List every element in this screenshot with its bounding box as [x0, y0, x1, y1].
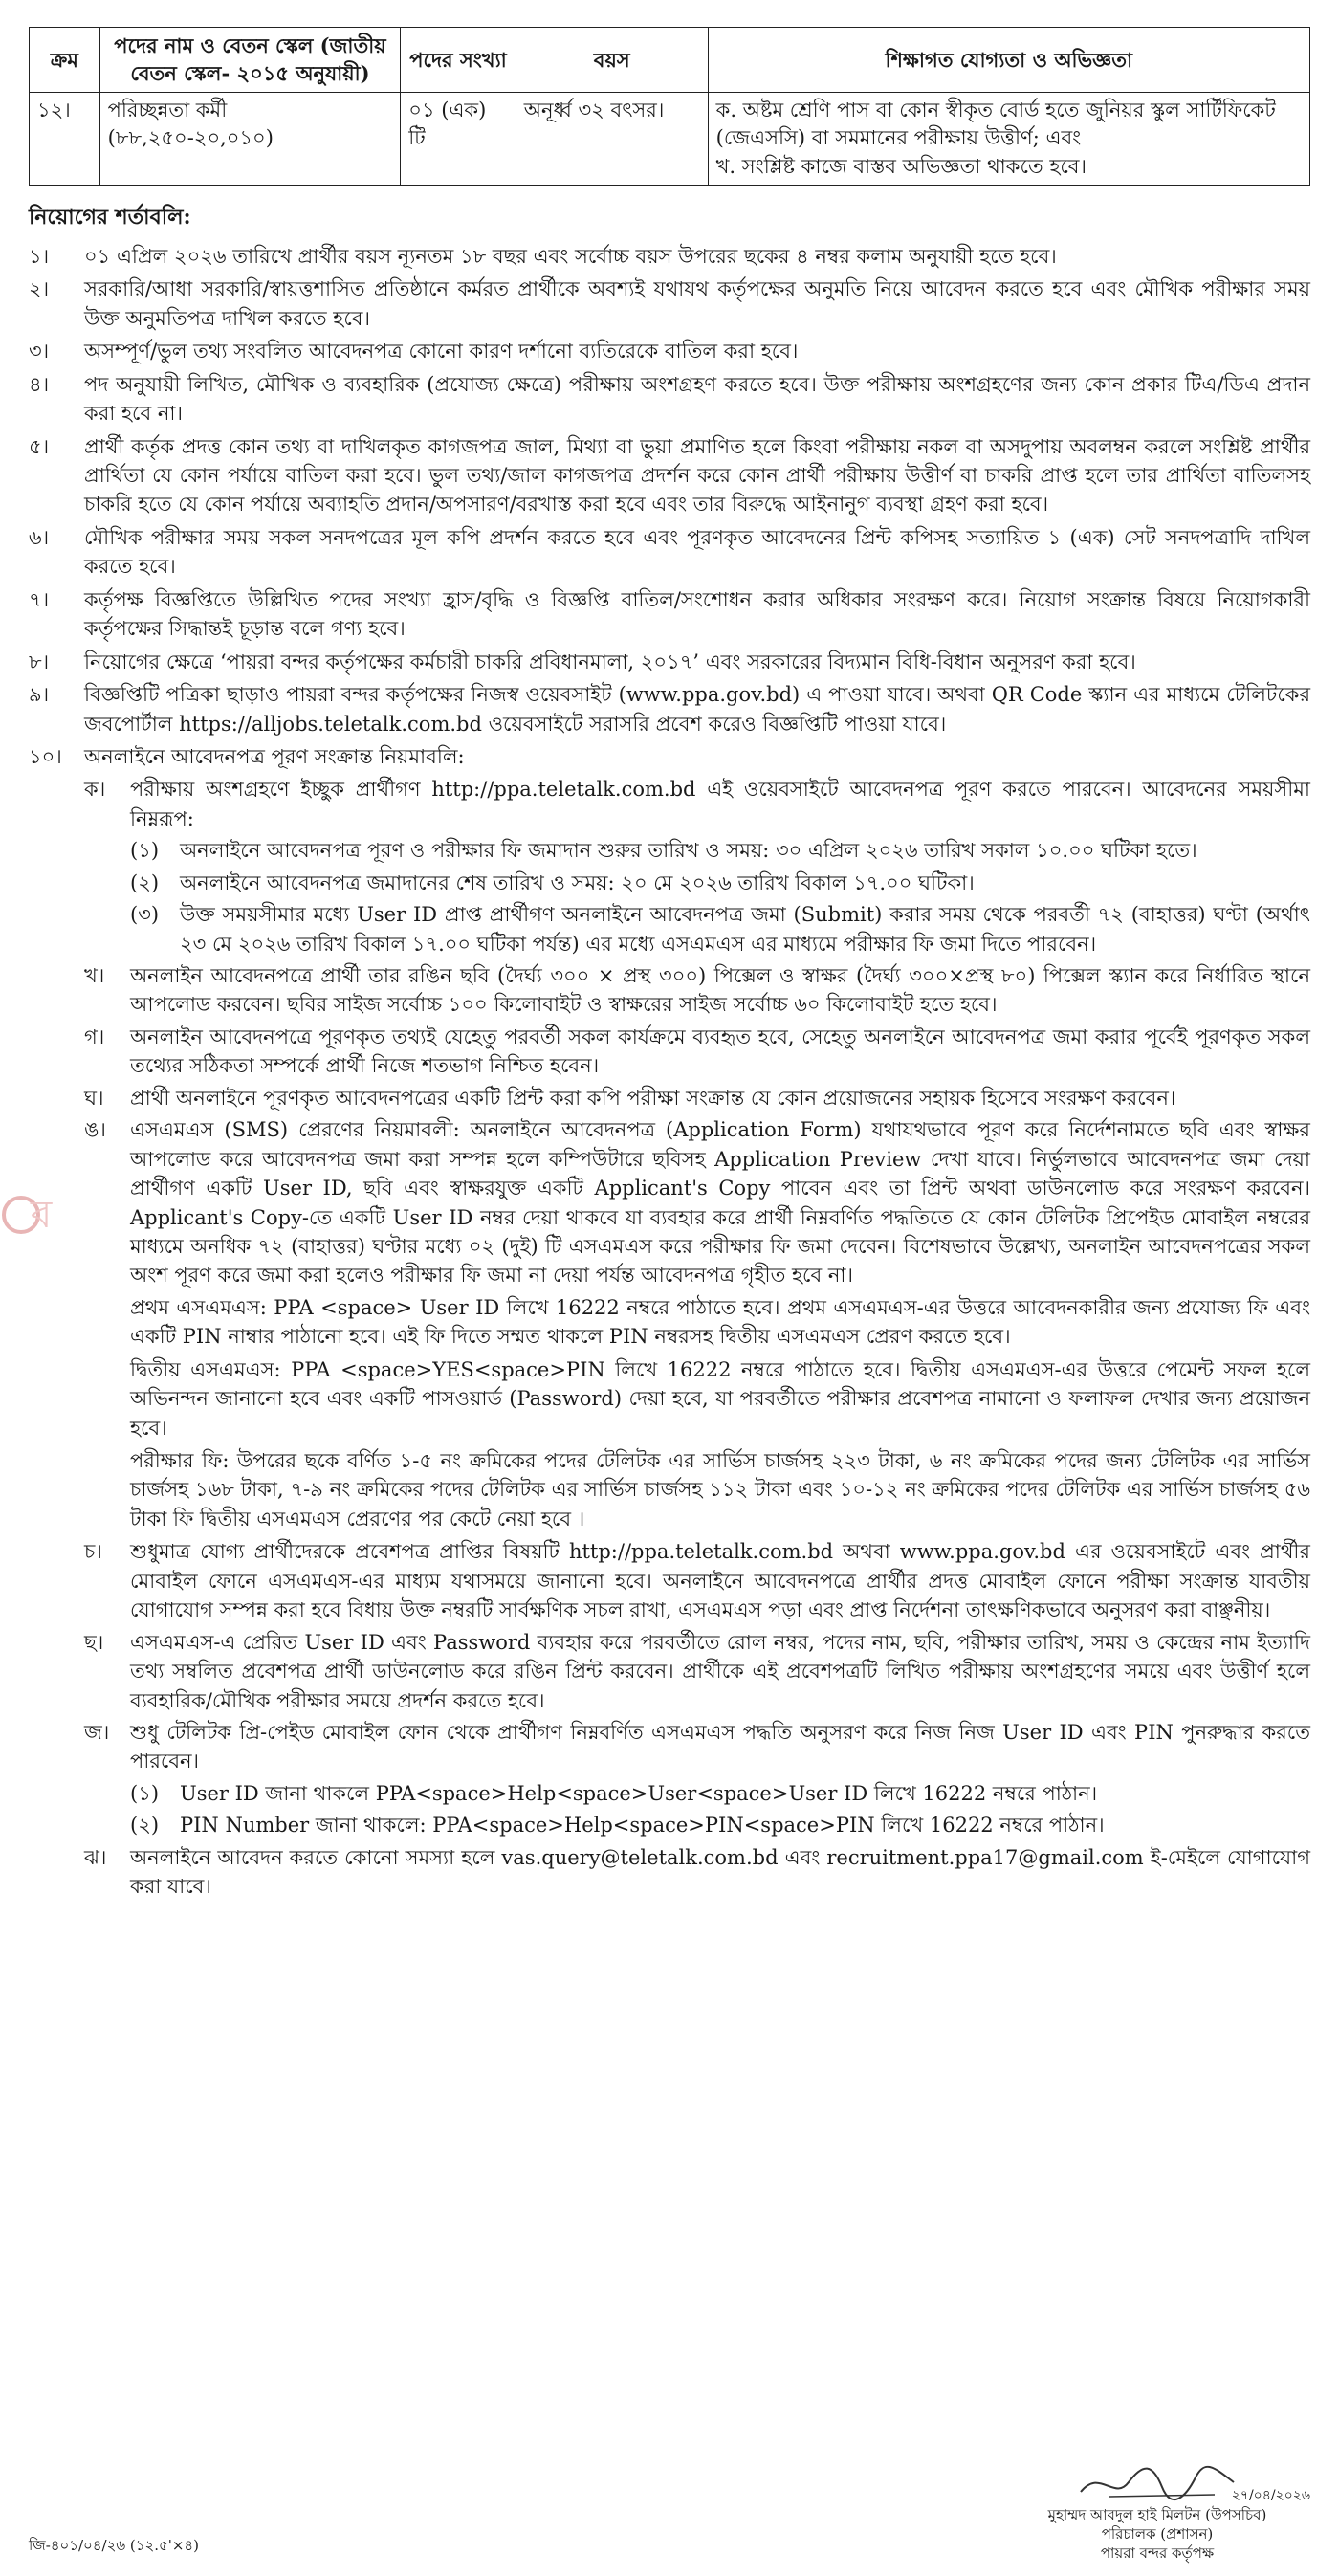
list-item — [130, 836, 1310, 865]
svg-text:ব: ব — [31, 1193, 53, 1237]
col-count-header: পদের সংখ্যা — [401, 28, 516, 93]
item-number: ১০। — [29, 744, 62, 768]
sub-text: User ID জানা থাকলে PPA<space>Help<space>User<space>User ID লিখে 16222 নম্বরে পাঠান। — [180, 1781, 1098, 1805]
table-row — [30, 92, 1310, 185]
item-number: ৭। — [29, 587, 50, 611]
list-item-online-rules — [29, 742, 1310, 771]
sub-number: (১) — [130, 1781, 160, 1805]
list-item — [130, 1811, 1310, 1839]
item-text: নিয়োগের ক্ষেত্রে ‘পায়রা বন্দর কর্তৃপক্ষের কর্মচারী চাকরি প্রবিধানমালা, ২০১৭’ এবং সরকারের বিদ্যমান বিধি-বিধান অনুসরণ করা হবে। — [84, 650, 1136, 673]
cell-count: ০১ (এক) টি — [401, 92, 516, 185]
sub-number: (২) — [130, 1814, 160, 1838]
item-number: ২। — [29, 277, 50, 301]
item-number: ৬। — [29, 525, 50, 549]
online-rules-body — [84, 775, 1310, 1901]
item-number: ৮। — [29, 650, 50, 673]
item-text: প্রার্থী কর্তৃক প্রদত্ত কোন তথ্য বা দাখিলকৃত কাগজপত্র জাল, মিথ্যা বা ভুয়া প্রমাণিত হলে কিংবা পরীক্ষায় নকল বা অসদুপায় অবলম্বন করলে সংশ্লিষ্ট প্রার্থীর প্রার্থিতা যে কোন পর্যায়ে বাতিল করা হবে। ভুল তথ্য/জাল কাগজপত্র প্রদর্শন করে কোন প্রার্থী পরীক্ষায় উত্তীর্ণ বা চাকরি প্রাপ্ত হলে তার প্রার্থিতা বাতিলসহ চাকরি হতে যে কোন পর্যায়ে অব্যাহতি প্রদান/অপসারণ/বরখাস্ত করা হবে এবং তার বিরুদ্ধে আইনানুগ ব্যবস্থা গ্রহণ করা হবে। — [84, 434, 1310, 517]
second-sms-text: দ্বিতীয় এসএমএস: PPA <space>YES<space>PIN লিখে 16222 নম্বরে পাঠাতে হবে। দ্বিতীয় এসএমএস-এর উত্তরে পেমেন্ট সফল হলে অভিনন্দন জানানো হবে এবং একটি পাসওয়ার্ড (Password) দেয়া হবে, যা পরবর্তীতে পরীক্ষার প্রবেশপত্র নামানো ও ফলাফল দেখার জন্য প্রয়োজন হবে। — [130, 1357, 1310, 1440]
item-text: মৌখিক পরীক্ষার সময় সকল সনদপত্রের মূল কপি প্রদর্শন করতে হবে এবং পূরণকৃত আবেদনের প্রিন্ট কপিসহ সত্যায়িত ১ (এক) সেট সনদপত্রাদি দাখিল করতে হবে। — [84, 525, 1310, 579]
signatory-designation: পরিচালক (প্রশাসন) — [1101, 2525, 1214, 2543]
list-item — [29, 585, 1310, 644]
qualification-a: ক. অষ্টম শ্রেণি পাস বা কোন স্বীকৃত বোর্ড হতে জুনিয়র স্কুল সার্টিফিকেট (জেএসসি) বা সমমানের পরীক্ষায় উত্তীর্ণ; এবং — [715, 98, 1276, 150]
sub-number: খ। — [84, 964, 105, 988]
signatory-organization: পায়রা বন্দর কর্তৃপক্ষ — [1100, 2544, 1215, 2563]
sub-text: অনলাইনে আবেদনপত্র জমাদানের শেষ তারিখ ও সময়: ২০ মে ২০২৬ তারিখ বিকাল ১৭.০০ ঘটিকা। — [180, 870, 975, 894]
item-text: বিজ্ঞপ্তিটি পত্রিকা ছাড়াও পায়রা বন্দর কর্তৃপক্ষের নিজস্ব ওয়েবসাইট (www.ppa.gov.bd) এ পাওয়া যাবে। অথবা QR Code স্ক্যান এর মাধ্যমে টেলিটকের জবপোর্টাল https://alljobs.teletalk.com.bd ওয়েবসাইটে সরাসরি প্রবেশ করেও বিজ্ঞপ্তিটি পাওয়া যাবে। — [84, 683, 1310, 736]
table-header-row — [30, 28, 1310, 93]
sub-number: ঙ। — [84, 1118, 106, 1142]
sub-number: ঘ। — [84, 1086, 104, 1110]
signatory-name: মুহাম্মদ আবদুল হাই মিলটন (উপসচিব) — [1047, 2505, 1267, 2523]
list-item — [130, 900, 1310, 958]
sub-item-kha — [84, 961, 1310, 1020]
sub-item-chha — [84, 1628, 1310, 1715]
sub-item-cha — [84, 1537, 1310, 1624]
cell-post — [99, 92, 401, 185]
item-number: ৯। — [29, 683, 50, 707]
sub-text: প্রার্থী অনলাইনে পূরণকৃত আবেদনপত্রের একটি প্রিন্ট করা কপি পরীক্ষা সংক্রান্ত যে কোন প্রয়োজনের সহায়ক হিসেবে সংরক্ষণ করবেন। — [130, 1086, 1176, 1110]
cell-qualification — [708, 92, 1309, 185]
item-number: ৫। — [29, 434, 50, 458]
item-text: সরকারি/আধা সরকারি/স্বায়ত্তশাসিত প্রতিষ্ঠানে কর্মরত প্রার্থীকে অবশ্যই যথাযথ কর্তৃপক্ষের অনুমতি নিয়ে আবেদন করতে হবে এবং মৌখিক পরীক্ষার সময় উক্ত অনুমতিপত্র দাখিল করতে হবে। — [84, 277, 1310, 330]
deadline-list — [130, 836, 1310, 958]
sub-item-ja — [84, 1718, 1310, 1776]
item-title: অনলাইনে আবেদনপত্র পূরণ সংক্রান্ত নিয়মাবলি: — [84, 744, 465, 768]
sub-number: (২) — [130, 870, 160, 894]
col-serial-header: ক্রম — [30, 28, 100, 93]
list-item — [29, 648, 1310, 676]
col-post-header: পদের নাম ও বেতন স্কেল (জাতীয় বেতন স্কেল- ২০১৫ অনুযায়ী) — [99, 28, 401, 93]
sub-number: ছ। — [84, 1630, 104, 1654]
reference-number: জি-৪০১/০৪/২৬ (১২.৫'×৪) — [29, 2537, 199, 2554]
recovery-list — [130, 1779, 1310, 1840]
sub-text: শুধু টেলিটক প্রি-পেইড মোবাইল ফোন থেকে প্রার্থীগণ নিম্নবর্ণিত এসএমএস পদ্ধতি অনুসরণ করে নিজ নিজ User ID এবং PIN পুনরুদ্ধার করতে পারবেন। — [130, 1720, 1310, 1773]
document-page — [29, 27, 1310, 1904]
post-name: পরিচ্ছন্নতা কর্মী — [107, 98, 228, 121]
sub-text: এসএমএস-এ প্রেরিত User ID এবং Password ব্যবহার করে পরবর্তীতে রোল নম্বর, পদের নাম, ছবি, পরীক্ষার তারিখ, সময় ও কেন্দ্রের নাম ইত্যাদি তথ্য সম্বলিত প্রবেশপত্র প্রার্থী ডাউনলোড করে রঙিন প্রিন্ট করবেন। প্রার্থীকে এই প্রবেশপত্রটি লিখিত পরীক্ষায় অংশগ্রহণের সময়ে এবং উত্তীর্ণ হলে ব্যবহারিক/মৌখিক পরীক্ষার সময়ে প্রদর্শন করতে হবে। — [130, 1630, 1310, 1712]
post-scale: (৮৮,২৫০-২০,০১০) — [107, 126, 274, 150]
sub-text: অনলাইন আবেদনপত্রে প্রার্থী তার রঙিন ছবি (দৈর্ঘ্য ৩০০ × প্রস্থ ৩০০) পিক্সেল ও স্বাক্ষর (দৈর্ঘ্য ৩০০×প্রস্থ ৮০) পিক্সেল স্ক্যান করে নির্ধারিত স্থানে আপলোড করবেন। ছবির সাইজ সর্বোচ্চ ১০০ কিলোবাইট ও স্বাক্ষরের সাইজ সর্বোচ্চ ৬০ কিলোবাইট হতে হবে। — [130, 964, 1310, 1017]
first-sms-text: প্রথম এসএমএস: PPA <space> User ID লিখে 16222 নম্বরে পাঠাতে হবে। প্রথম এসএমএস-এর উত্তরে আবেদনকারীর জন্য প্রযোজ্য ফি এবং একটি PIN নাম্বার পাঠানো হবে। এই ফি দিতে সম্মত থাকলে PIN নম্বরসহ দ্বিতীয় এসএমএস প্রেরণ করতে হবে। — [130, 1295, 1310, 1349]
conditions-title: নিয়োগের শর্তাবলি: — [29, 204, 191, 230]
sub-number: (১) — [130, 839, 160, 863]
exam-fee-text: পরীক্ষার ফি: উপরের ছকে বর্ণিত ১-৫ নং ক্রমিকের পদের টেলিটক এর সার্ভিস চার্জসহ ২২৩ টাকা, ৬ নং ক্রমিকের পদের জন্য টেলিটক এর সার্ভিস চার্জসহ ১৬৮ টাকা, ৭-৯ নং ক্রমিকের পদের টেলিটক এর সার্ভিস চার্জসহ ১১২ টাকা এবং ১০-১২ নং ক্রমিকের পদের টেলিটক এর সার্ভিস চার্জসহ ৫৬ টাকা ফি দ্বিতীয় এসএমএস প্রেরণের পর কেটে নেয়া হবে । — [130, 1449, 1310, 1530]
sub-text: উক্ত সময়সীমার মধ্যে User ID প্রাপ্ত প্রার্থীগণ অনলাইনে আবেদনপত্র জমা (Submit) করার সময় থেকে পরবর্তী ৭২ (বাহাত্তর) ঘণ্টা (অর্থাৎ ২৩ মে ২০২৬ তারিখ বিকাল ১৭.০০ ঘটিকা পর্যন্ত) এর মধ্যে এসএমএস এর মাধ্যমে পরীক্ষার ফি জমা দিতে পারবেন। — [180, 903, 1310, 956]
conditions-list — [29, 242, 1310, 1902]
sub-number: জ। — [84, 1720, 110, 1744]
cell-age: অনূর্ধ্ব ৩২ বৎসর। — [516, 92, 708, 185]
list-item — [130, 1779, 1310, 1808]
sub-text: শুধুমাত্র যোগ্য প্রার্থীদেরকে প্রবেশপত্র প্রাপ্তির বিষয়টি http://ppa.teletalk.com.bd অথবা www.ppa.gov.bd এর ওয়েবসাইটে এবং প্রার্থীর মোবাইল ফোনে এসএমএস-এর মাধ্যম যথাসময়ে জানানো হবে। অনলাইনে আবেদনপত্রে প্রার্থীর প্রদত্ত মোবাইল ফোনে পরীক্ষা সংক্রান্ত যাবতীয় যোগাযোগ সম্পন্ন করা হবে বিধায় উক্ত নম্বরটি সার্বক্ষণিক সচল রাখা, এসএমএস পড়া এবং প্রাপ্ত নির্দেশনা তাৎক্ষণিকভাবে অনুসরণ করা বাঞ্ছনীয়। — [130, 1540, 1310, 1622]
post-table — [29, 27, 1310, 186]
item-text: কর্তৃপক্ষ বিজ্ঞপ্তিতে উল্লিখিত পদের সংখ্যা হ্রাস/বৃদ্ধি ও বিজ্ঞপ্তি বাতিল/সংশোধন করার অধিকার সংরক্ষণ করে। নিয়োগ সংক্রান্ত বিষয়ে নিয়োগকারী কর্তৃপক্ষের সিদ্ধান্তই চূড়ান্ত বলে গণ্য হবে। — [84, 587, 1310, 641]
list-item — [29, 275, 1310, 333]
list-item — [29, 242, 1310, 271]
sub-text: পরীক্ষায় অংশগ্রহণে ইচ্ছুক প্রার্থীগণ http://ppa.teletalk.com.bd এই ওয়েবসাইটে আবেদনপত্র পূরণ করতে পারবেন। আবেদনের সময়সীমা নিম্নরূপ: — [130, 778, 1310, 830]
sub-number: গ। — [84, 1024, 105, 1048]
sub-number: (৩) — [130, 903, 160, 927]
list-item — [29, 680, 1310, 738]
item-number: ৩। — [29, 340, 50, 363]
sub-number: ঝ। — [84, 1845, 107, 1869]
signature-date: ২৭/০৪/২০২৬ — [1231, 2488, 1310, 2503]
sub-item-jha — [84, 1843, 1310, 1902]
sub-number: চ। — [84, 1540, 102, 1564]
list-item — [29, 523, 1310, 582]
signature-block — [1004, 2449, 1310, 2564]
sub-text: অনলাইন আবেদনপত্রে পূরণকৃত তথ্যই যেহেতু পরবর্তী সকল কার্যক্রমে ব্যবহৃত হবে, সেহেতু অনলাইনে আবেদনপত্র জমা করার পূর্বেই পূরণকৃত সকল তথ্যের সঠিকতা সম্পর্কে প্রার্থী নিজে শতভাগ নিশ্চিত হবেন। — [130, 1024, 1310, 1078]
sub-text: অনলাইনে আবেদন করতে কোনো সমস্যা হলে vas.query@teletalk.com.bd এবং recruitment.ppa17@gmail.com ই-মেইলে যোগাযোগ করা যাবে। — [130, 1845, 1310, 1899]
sub-item-ka — [84, 775, 1310, 833]
cell-serial: ১২। — [30, 92, 100, 185]
item-text: পদ অনুযায়ী লিখিত, মৌখিক ও ব্যবহারিক (প্রযোজ্য ক্ষেত্রে) পরীক্ষায় অংশগ্রহণ করতে হবে। উক্ত পরীক্ষায় অংশগ্রহণের জন্য কোন প্রকার টিএ/ডিএ প্রদান করা হবে না। — [84, 372, 1310, 426]
list-item — [29, 370, 1310, 429]
col-qualification-header: শিক্ষাগত যোগ্যতা ও অভিজ্ঞতা — [708, 28, 1309, 93]
qualification-b: খ. সংশ্লিষ্ট কাজে বাস্তব অভিজ্ঞতা থাকতে হবে। — [715, 154, 1087, 178]
sub-item-uma — [84, 1115, 1310, 1290]
list-item — [29, 432, 1310, 519]
sub-text: এসএমএস (SMS) প্রেরণের নিয়মাবলী: অনলাইনে আবেদনপত্র (Application Form) যথাযথভাবে পূরণ করে নির্দেশনামতে ছবি এবং স্বাক্ষর আপলোড করে আবেদনপত্র জমা করা সম্পন্ন হলে কম্পিউটারে ছবিসহ Application Preview দেখা যাবে। নির্ভুলভাবে আবেদনপত্র জমা দেয়া প্রার্থীগণ একটি User ID, ছবি এবং স্বাক্ষরযুক্ত একটি Applicant's Copy পাবেন এবং তা প্রিন্ট অথবা ডাউনলোড করে সংরক্ষণ করবেন। Applicant's Copy-তে একটি User ID নম্বর দেয়া থাকবে যা ব্যবহার করে প্রার্থী নিম্নবর্ণিত পদ্ধতিতে যে কোন টেলিটক প্রিপেইড মোবাইল নম্বরের মাধ্যমে অনধিক ৭২ (বাহাত্তর) ঘণ্টার মধ্যে ০২ (দুই) টি এসএমএস করে পরীক্ষার ফি জমা দেবেন। বিশেষভাবে উল্লেখ্য, অনলাইন আবেদনপত্রের সকল অংশ পূরণ করে জমা করা হলেও পরীক্ষার ফি জমা না দেয়া পর্যন্ত আবেদনপত্র গৃহীত হবে না। — [130, 1118, 1310, 1288]
item-text: ০১ এপ্রিল ২০২৬ তারিখে প্রার্থীর বয়স ন্যূনতম ১৮ বছর এবং সর্বোচ্চ বয়স উপরের ছকের ৪ নম্বর কলাম অনুযায়ী হতে হবে। — [84, 244, 1057, 268]
sub-item-ga — [84, 1023, 1310, 1081]
sub-item-gha — [84, 1084, 1310, 1112]
sub-number: ক। — [84, 778, 106, 802]
list-item — [130, 869, 1310, 897]
col-age-header: বয়স — [516, 28, 708, 93]
sub-text: অনলাইনে আবেদনপত্র পূরণ ও পরীক্ষার ফি জমাদান শুরুর তারিখ ও সময়: ৩০ এপ্রিল ২০২৬ তারিখ সকাল ১০.০০ ঘটিকা হতে। — [180, 839, 1197, 863]
list-item — [29, 337, 1310, 365]
item-number: ৪। — [29, 372, 50, 396]
item-number: ১। — [29, 244, 50, 268]
sub-text: PIN Number জানা থাকলে: PPA<space>Help<space>PIN<space>PIN লিখে 16222 নম্বরে পাঠান। — [180, 1814, 1105, 1838]
item-text: অসম্পূর্ণ/ভুল তথ্য সংবলিত আবেদনপত্র কোনো কারণ দর্শানো ব্যতিরেকে বাতিল করা হবে। — [84, 340, 799, 363]
